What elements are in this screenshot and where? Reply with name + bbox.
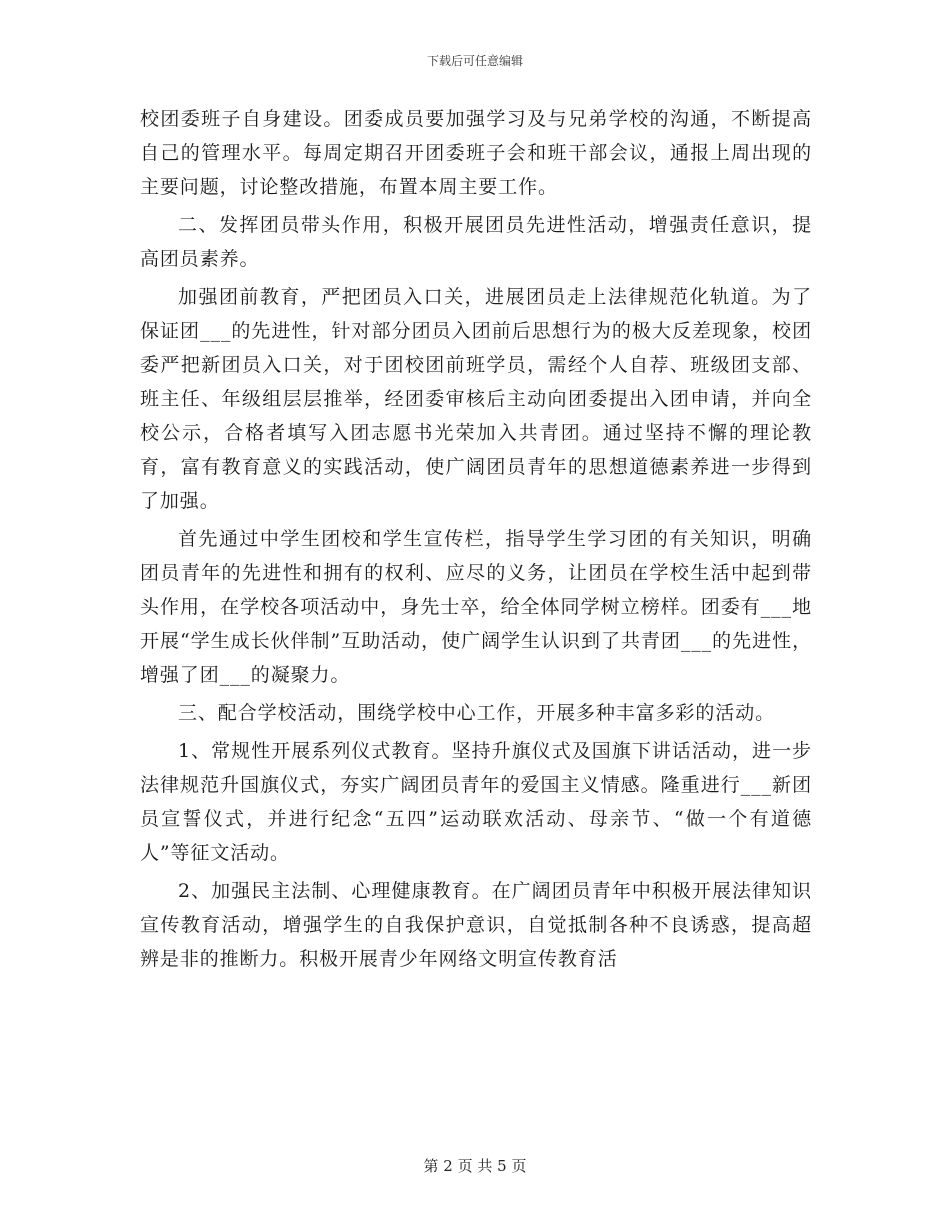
paragraph-legal-education: 2、加强民主法制、心理健康教育。在广阔团员青年中积极开展法律知识宣传教育活动，增强学生的自我保护意识，自觉抵制各种不良诱惑，提高超辨是非的推断力。积极开展青少年网络文明宣传教育活	[140, 880, 812, 970]
document-body	[140, 102, 812, 980]
paragraph-continuation: 校团委班子自身建设。团委成员要加强学习及与兄弟学校的沟通，不断提高自己的管理水平。每周定期召开团委班子会和班干部会议，通报上周出现的主要问题，讨论整改措施，布置本周主要工作。	[140, 108, 812, 198]
paragraph-section-three-heading: 三、配合学校活动，围绕学校中心工作，开展多种丰富多彩的活动。	[178, 702, 776, 724]
page-number: 第 2 页 共 5 页	[423, 1157, 527, 1175]
page-header: 下载后可任意编辑	[426, 54, 523, 68]
paragraph-ceremony-education: 1、常规性开展系列仪式教育。坚持升旗仪式及国旗下讲话活动，进一步法律规范升国旗仪式，夯实广阔团员青年的爱国主义情感。隆重进行___新团员宣誓仪式，并进行纪念“五四”运动联欢活动、母亲节、“做一个有道德人”等征文活动。	[140, 740, 812, 864]
paragraph-section-two-heading: 二、发挥团员带头作用，积极开展团员先进性活动，增强责任意识，提高团员素养。	[140, 214, 812, 270]
paragraph-pre-membership-education: 加强团前教育，严把团员入口关，进展团员走上法律规范化轨道。为了保证团___的先进性，针对部分团员入团前后思想行为的极大反差现象，校团委严把新团员入口关，对于团校团前班学员，需经个人自荐、班级团支部、班主任、年级组层层推举，经团委审核后主动向团委提出入团申请，并向全校公示，合格者填写入团志愿书光荣加入共青团。通过坚持不懈的理论教育，富有教育意义的实践活动，使广阔团员青年的思想道德素养进一步得到了加强。	[140, 286, 812, 512]
paragraph-school-propaganda: 首先通过中学生团校和学生宣传栏，指导学生学习团的有关知识，明确团员青年的先进性和拥有的权利、应尽的义务，让团员在学校生活中起到带头作用，在学校各项活动中，身先士卒，给全体同学树立榜样。团委有___地开展“学生成长伙伴制”互助活动，使广阔学生认识到了共青团___的先进性，增强了团___的凝聚力。	[140, 528, 812, 686]
